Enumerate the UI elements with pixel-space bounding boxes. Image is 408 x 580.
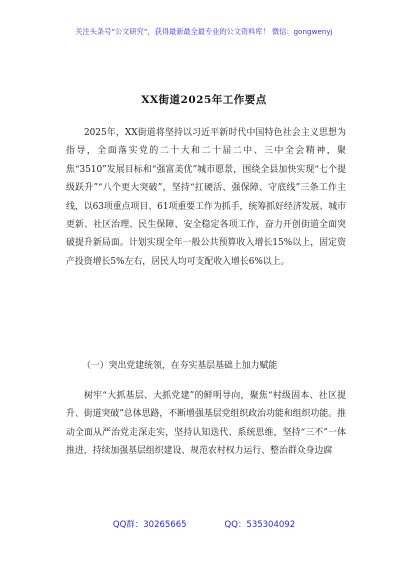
qq-contact-text: QQ：535304092 <box>224 520 296 530</box>
document-title: XX街道2025年工作要点 <box>141 94 267 106</box>
section-heading: （一）突出党建统领，在夯实基层基础上加力赋能 <box>82 361 278 371</box>
intro-paragraph: 2025年，XX街道将坚持以习近平新时代中国特色社会主义思想为指导，全面落实党的二十大和二十届二中、三中全会精神，聚焦“3510”发展目标和“强富美优”城市愿景，围绕全县加快实现“七个提级跃升”“八个更大突破”，坚持“扛硬活、强保障、守底线”三条工作主线，以63项重点项目、61项重要工作为抓手，统筹抓好经济发展、城市更新、社区治理、民生保障、安全稳定各项工作，奋力开创街道全面突破提升新局面。计划实现全年一般公共预算收入增长15%以上，固定资产投资增长5%左右，居民人均可支配收入增长6%以上。 <box>66 128 346 267</box>
qq-group-text: QQ群：30265665 <box>112 520 187 530</box>
contact-footer <box>0 518 408 530</box>
promo-banner: 关注头条号“公文研究”，获得最新最全最专业的公文资料库！ 微信：gongwenyj <box>75 27 333 36</box>
section-paragraph: 树牢“大抓基层、大抓党建”的鲜明导向，聚焦“村级固本、社区提升、街道突破”总体思路，不断增强基层党组织政治功能和组织功能。推动全面从严治党走深走实，坚持认知迭代、系统思维，坚持“三不”一体推进，持续加强基层组织建设、规范农村权力运行、整治群众身边腐 <box>66 391 346 457</box>
